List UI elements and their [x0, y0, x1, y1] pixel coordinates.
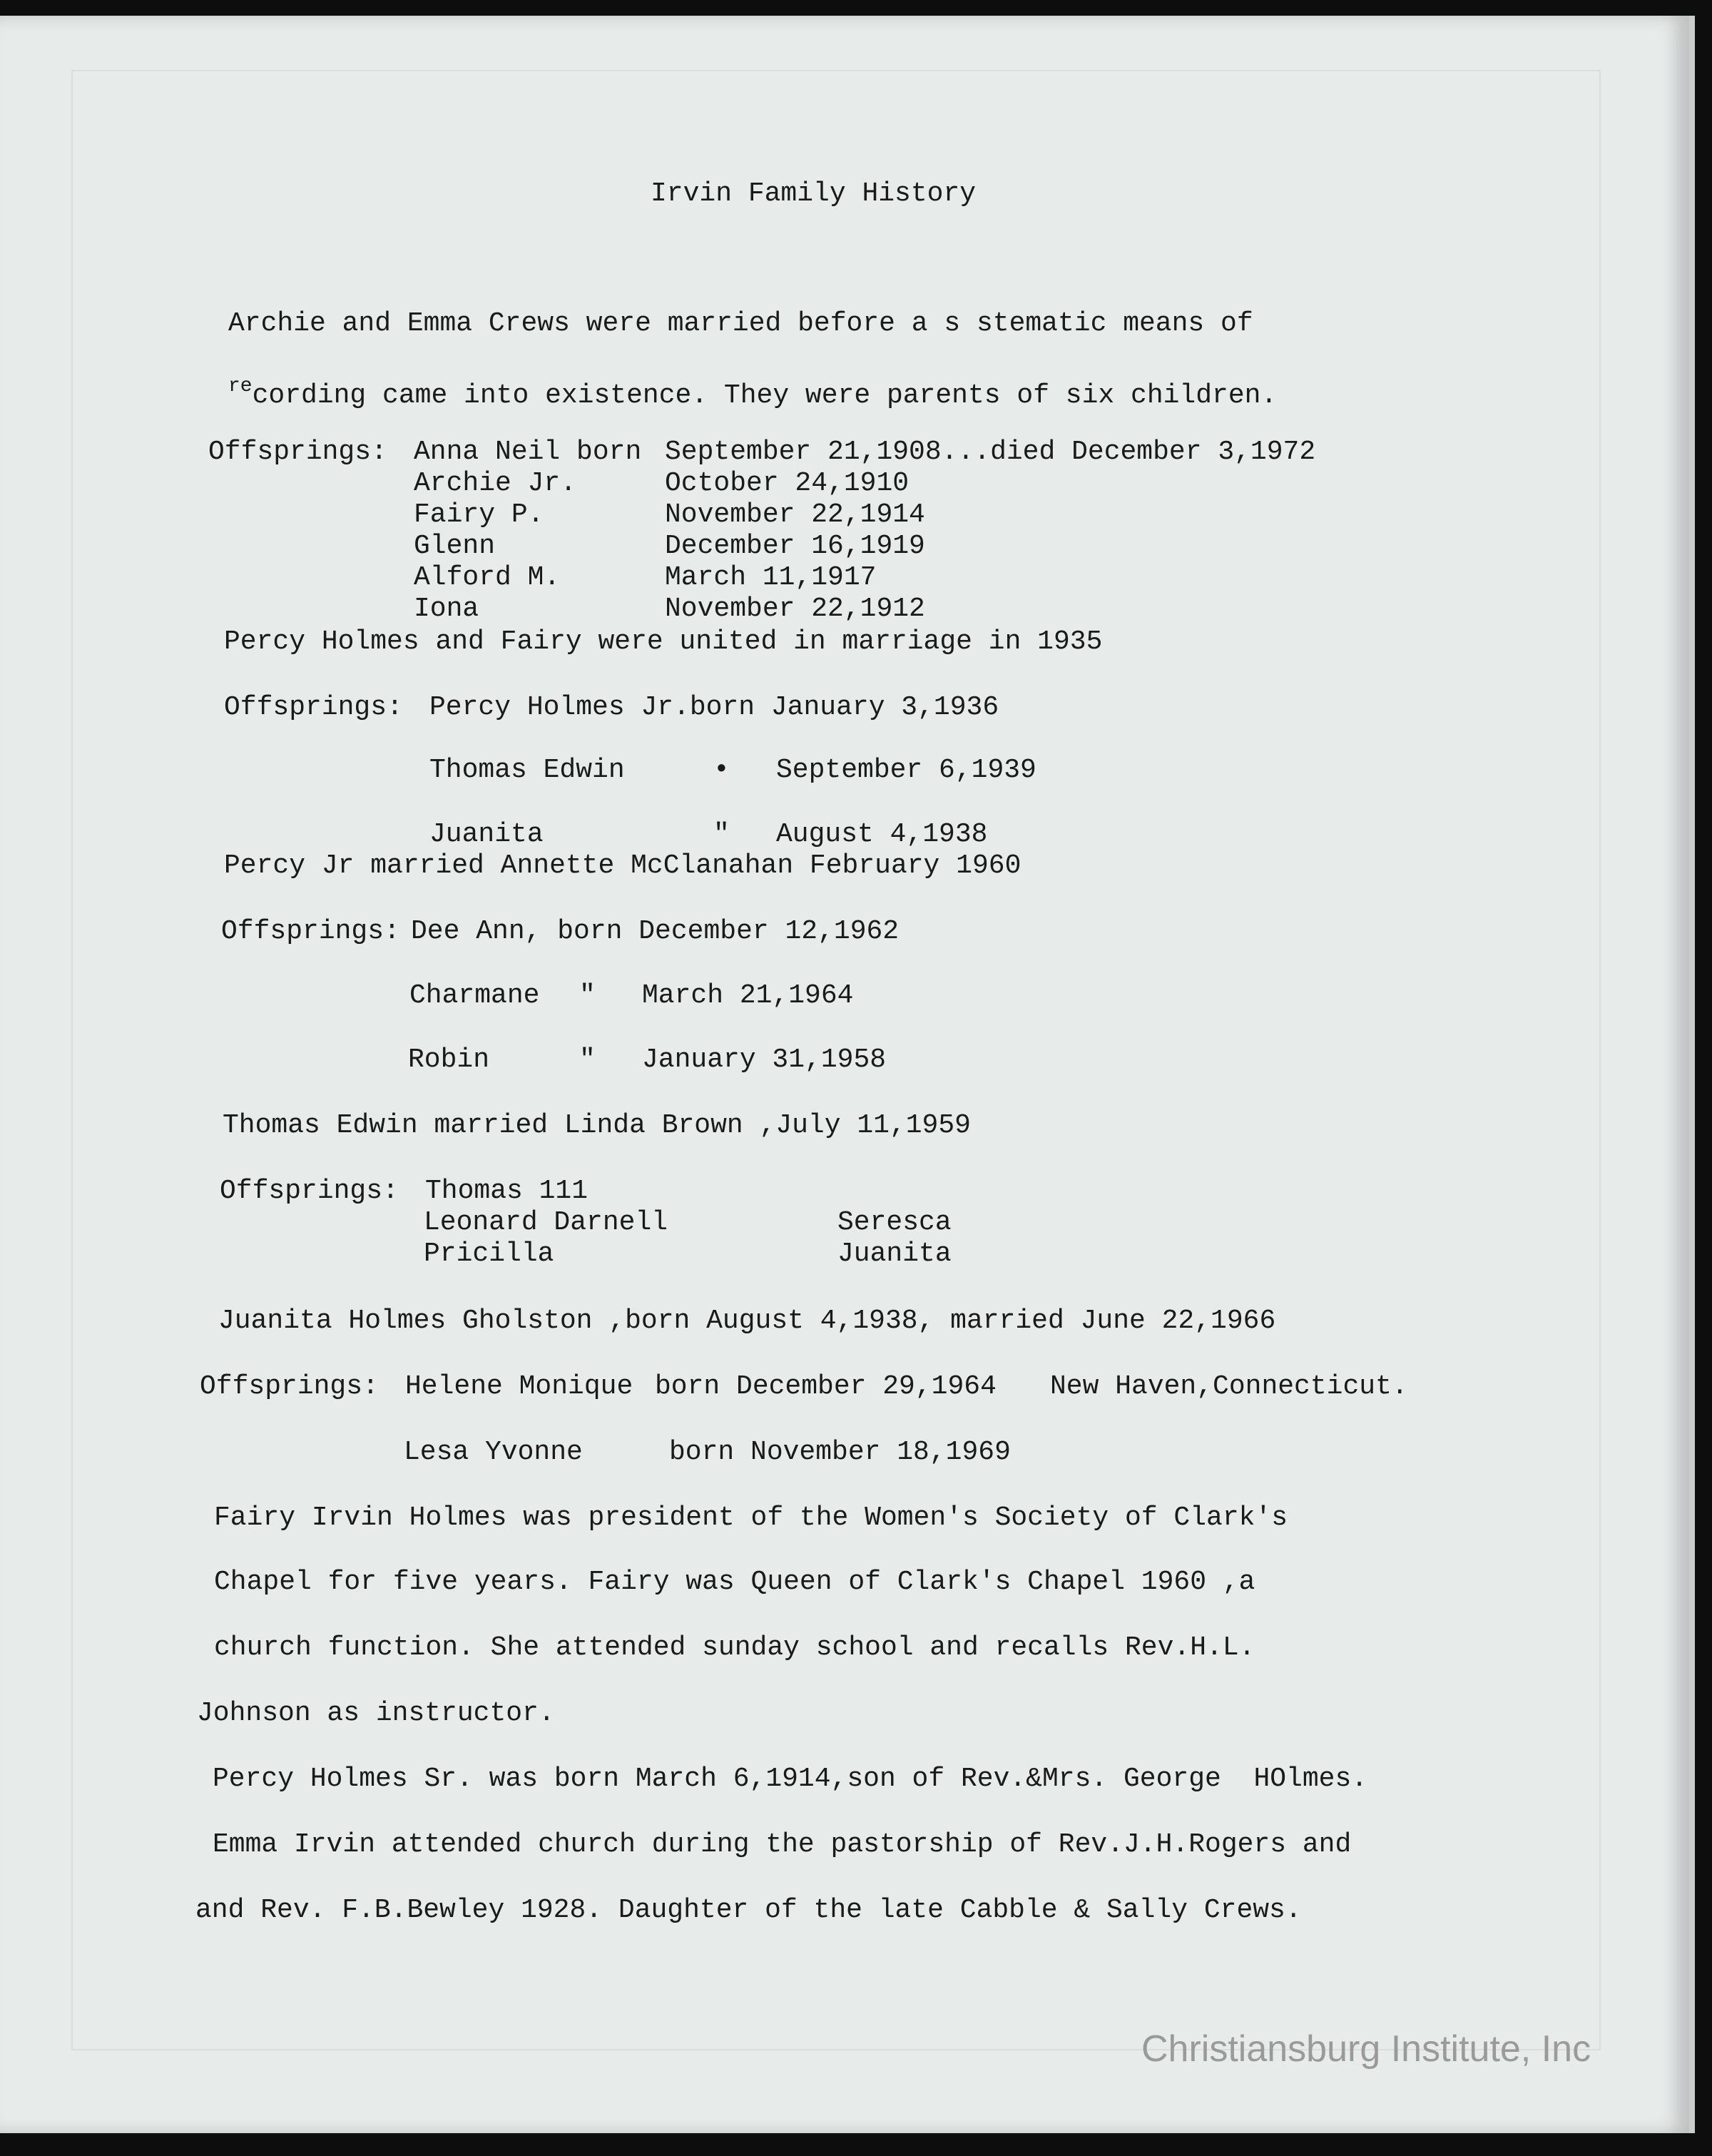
- child-born: born November 18,1969: [669, 1437, 1011, 1468]
- child-date: December 16,1919: [665, 531, 925, 561]
- child-date: September 6,1939: [776, 755, 1036, 785]
- offsprings-label: Offsprings:: [200, 1371, 379, 1402]
- child-name: Leonard Darnell: [424, 1207, 668, 1238]
- birthplace: New Haven,Connecticut.: [1050, 1371, 1408, 1402]
- child-date: November 22,1912: [665, 594, 925, 624]
- offsprings-label: Offsprings:: [208, 437, 387, 467]
- intro-rest: cording came into existence. They were parents of six children.: [252, 380, 1278, 411]
- child-date: November 22,1914: [665, 499, 925, 530]
- paragraph-line: Johnson as instructor.: [197, 1698, 555, 1729]
- child-date: September 21,1908...died December 3,1972: [665, 437, 1316, 467]
- thomas-marriage-line: Thomas Edwin married Linda Brown ,July 11,1959: [223, 1110, 971, 1141]
- child-name: Glenn: [414, 531, 496, 561]
- ditto-mark: ": [713, 819, 730, 850]
- intro-sup: re: [228, 375, 253, 397]
- watermark-text: Christiansburg Institute, Inc: [1141, 2028, 1591, 2070]
- child-name: Thomas Edwin: [429, 755, 625, 785]
- child-name: Robin: [408, 1044, 490, 1075]
- child-date: August 4,1938: [776, 819, 988, 850]
- paragraph-line: Percy Holmes Sr. was born March 6,1914,son of Rev.&Mrs. George HOlmes.: [213, 1764, 1368, 1794]
- child-name: Fairy P.: [414, 499, 544, 530]
- paragraph-line: church function. She attended sunday school and recalls Rev.H.L.: [214, 1632, 1255, 1663]
- paragraph-line: and Rev. F.B.Bewley 1928. Daughter of the late Cabble & Sally Crews.: [195, 1895, 1302, 1926]
- offsprings-label: Offsprings:: [220, 1176, 399, 1206]
- child-first: Percy Holmes Jr.born January 3,1936: [429, 692, 999, 723]
- child-name: Iona: [414, 594, 479, 624]
- offsprings-label: Offsprings:: [224, 692, 403, 723]
- page-edge: [1689, 16, 1695, 2133]
- child-first: Dee Ann, born December 12,1962: [411, 916, 900, 947]
- child-born: born December 29,1964: [655, 1371, 997, 1402]
- child-name: Juanita: [837, 1239, 952, 1269]
- holmes-marriage-line: Percy Holmes and Fairy were united in marriage in 1935: [224, 626, 1103, 657]
- paragraph-line: Fairy Irvin Holmes was president of the Women's Society of Clark's: [214, 1502, 1288, 1533]
- child-name: Archie Jr.: [414, 468, 577, 499]
- intro-line-2: [228, 371, 1277, 412]
- child-date: January 31,1958: [642, 1044, 887, 1075]
- juanita-line: Juanita Holmes Gholston ,born August 4,1938, married June 22,1966: [218, 1306, 1276, 1336]
- offsprings-label: Offsprings:: [221, 916, 400, 947]
- percy-jr-marriage-line: Percy Jr married Annette McClanahan February 1960: [224, 850, 1021, 881]
- child-date: March 11,1917: [665, 562, 877, 593]
- child-name: Seresca: [837, 1207, 952, 1238]
- intro-line-1: Archie and Emma Crews were married before a s stematic means of: [228, 308, 1253, 339]
- child-name: Pricilla: [424, 1239, 554, 1269]
- child-date: March 21,1964: [642, 980, 854, 1011]
- child-name: Lesa Yvonne: [404, 1437, 583, 1468]
- paragraph-line: Emma Irvin attended church during the pastorship of Rev.J.H.Rogers and: [213, 1829, 1352, 1860]
- child-name: Juanita: [429, 819, 544, 850]
- child-name: Charmane: [409, 980, 540, 1011]
- child-name: Anna Neil born: [414, 437, 642, 467]
- child-name: Thomas 111: [425, 1176, 588, 1206]
- paragraph-line: Chapel for five years. Fairy was Queen of Clark's Chapel 1960 ,a: [214, 1567, 1255, 1597]
- ditto-mark: ": [579, 980, 596, 1011]
- child-date: October 24,1910: [665, 468, 910, 499]
- ditto-mark: ": [579, 1044, 596, 1075]
- child-name: Helene Monique: [405, 1371, 633, 1402]
- ditto-mark: •: [713, 755, 730, 785]
- page-title: Irvin Family History: [651, 178, 977, 209]
- child-name: Alford M.: [414, 562, 561, 593]
